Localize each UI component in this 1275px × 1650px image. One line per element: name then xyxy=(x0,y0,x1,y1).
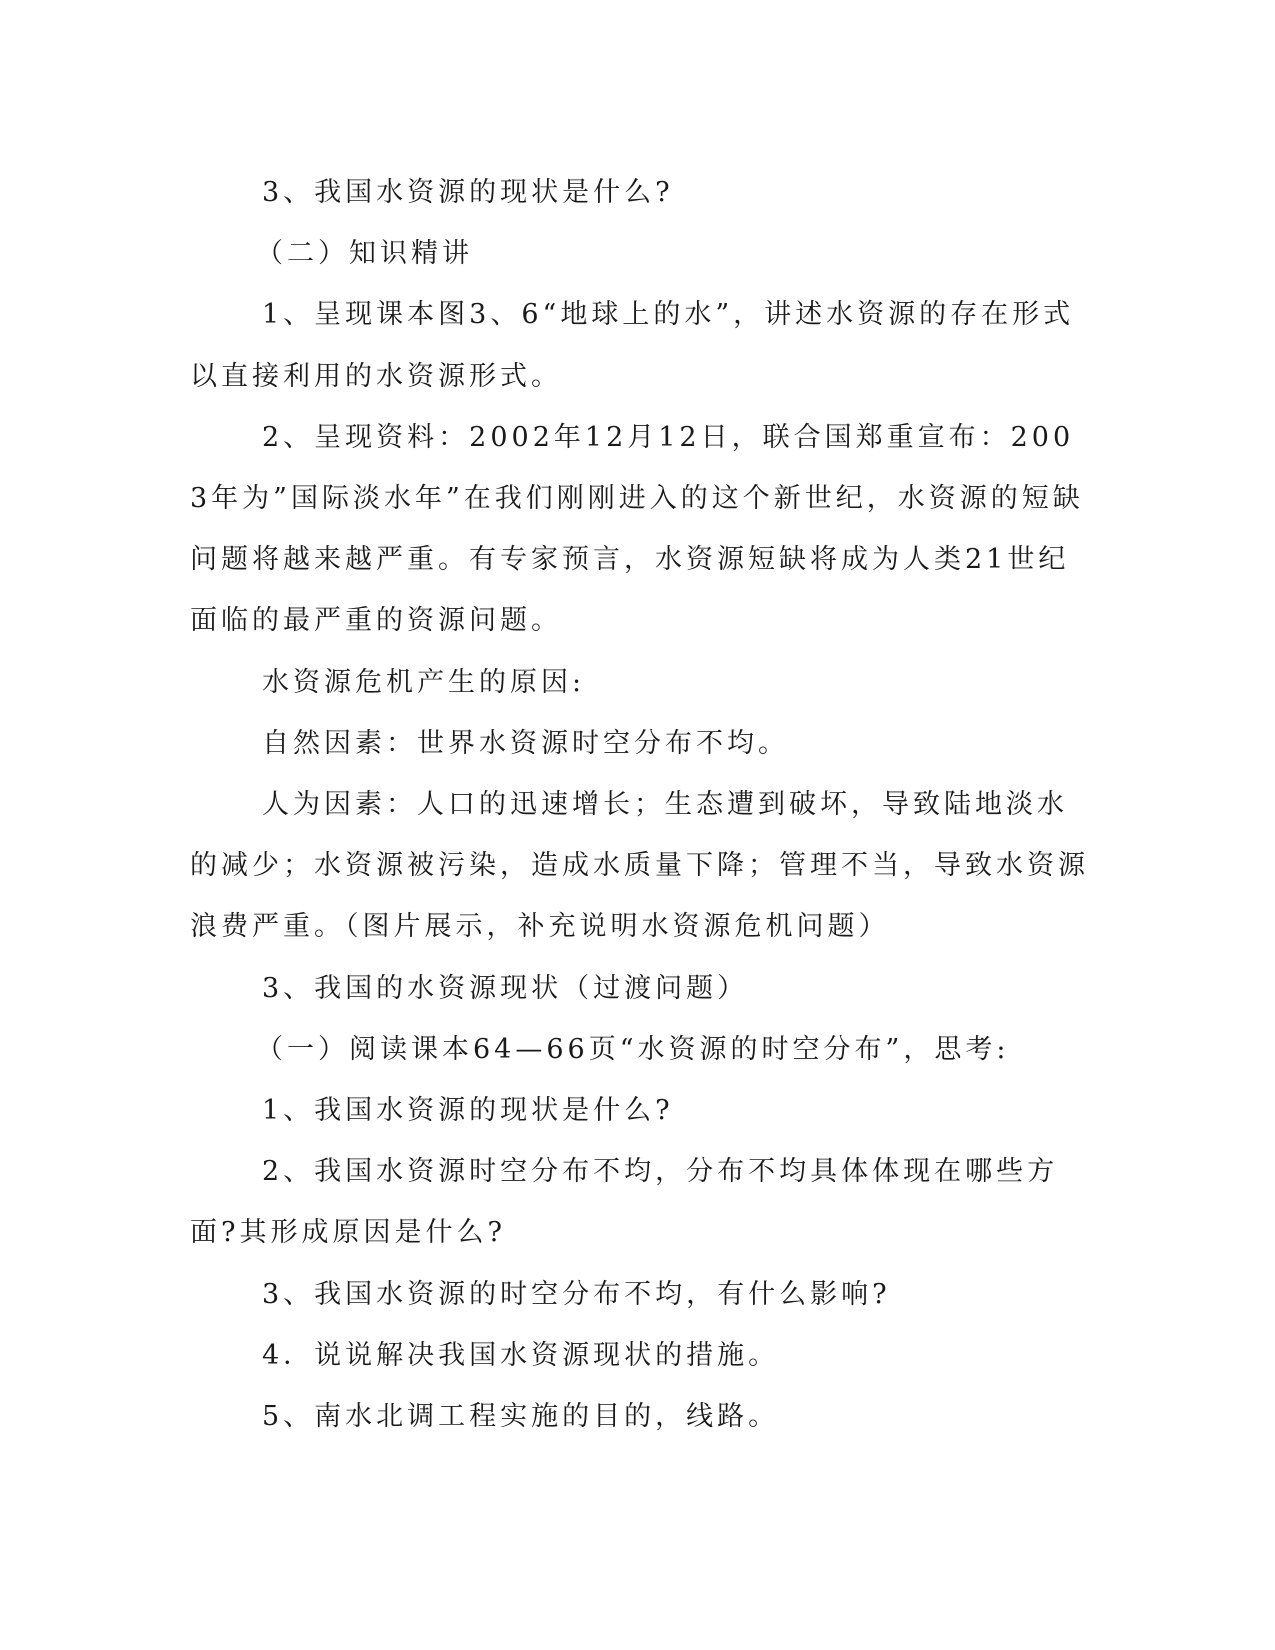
question-3-status: 3、我国水资源的现状是什么? xyxy=(262,177,674,208)
question-3: 3、我国水资源的时空分布不均，有什么影响? xyxy=(262,1278,891,1310)
question-2: 2、我国水资源时空分布不均，分布不均具体体现在哪些方面?其形成原因是什么? xyxy=(190,1156,1059,1249)
paragraph-water-on-earth: 1、呈现课本图3、6“地球上的水”，讲述水资源的存在形式以直接利用的水资源形式。 xyxy=(190,299,1075,392)
question-4: 4．说说解决我国水资源现状的措施。 xyxy=(262,1339,780,1371)
paragraph-natural-factors: 自然因素：世界水资源时空分布不均。 xyxy=(262,727,789,759)
section-heading-knowledge: （二）知识精讲 xyxy=(256,238,473,270)
document-body xyxy=(190,162,1090,1447)
paragraph-freshwater-year: 2、呈现资料：2002年12月12日，联合国郑重宣布：2003年为”国际淡水年”在我们刚刚进入的这个新世纪，水资源的短缺问题将越来越严重。有专家预言，水资源短缺将成为人类21世纪面临的最严重的资源问题。 xyxy=(190,421,1084,637)
reading-instruction: （一）阅读课本64—66页“水资源的时空分布”，思考: xyxy=(256,1033,1010,1065)
question-1: 1、我国水资源的现状是什么? xyxy=(262,1095,674,1127)
section-heading-china-status: 3、我国的水资源现状（过渡问题） xyxy=(262,972,749,1004)
paragraph-crisis-causes: 水资源危机产生的原因: xyxy=(262,666,586,698)
paragraph-human-factors: 人为因素：人口的迅速增长；生态遭到破坏，导致陆地淡水的减少；水资源被污染，造成水质量下降；管理不当，导致水资源浪费严重。（图片展示，补充说明水资源危机问题） xyxy=(190,789,1089,943)
question-5: 5、南水北调工程实施的目的，线路。 xyxy=(262,1401,780,1433)
